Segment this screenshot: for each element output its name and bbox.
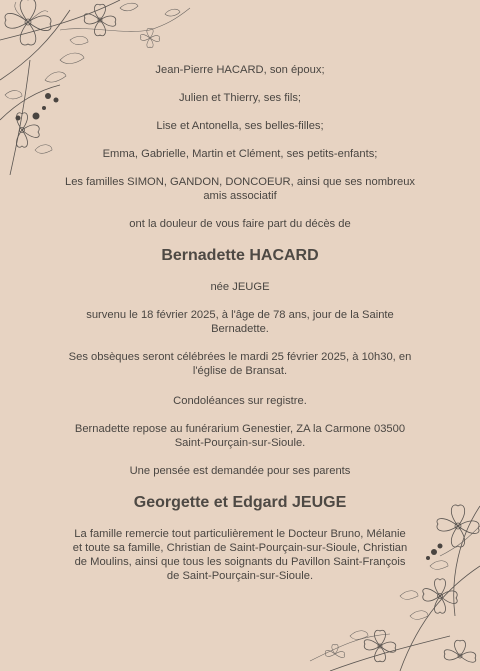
- intro-line: ont la douleur de vous faire part du décès de: [129, 218, 351, 230]
- daughters-in-law-line: Lise et Antonella, ses belles-filles;: [156, 120, 324, 132]
- funeral-info: Ses obsèques seront célébrées le mardi 25 février 2025, à 10h30, en l'église de Bransat.: [68, 351, 412, 377]
- death-info: survenu le 18 février 2025, à l'âge de 78 ans, jour de la Sainte Bernadette.: [86, 309, 394, 335]
- spouse-line: Jean-Pierre HACARD, son époux;: [155, 64, 325, 76]
- sons-line: Julien et Thierry, ses fils;: [178, 92, 302, 104]
- deceased-name: Bernadette HACARD: [161, 247, 319, 264]
- thanks-text: La famille remercie tout particulièrement le Docteur Bruno, Mélanie et toute sa famille, Christian de Saint-Pourçain-sur-Sioule, Christian de Moulins, ainsi que tous les soignants du Pavillon Saint-François de Saint-Pourçain-sur-Sioule.: [72, 528, 408, 582]
- condolences-line: Condoléances sur registre.: [173, 395, 307, 407]
- families-line: Les familles SIMON, GANDON, DONCOEUR, ainsi que ses nombreux amis associatif: [64, 176, 416, 202]
- rest-info: Bernadette repose au funérarium Genestier, ZA la Carmone 03500 Saint-Pourçain-sur-Sioule.: [74, 423, 406, 449]
- parents-names: Georgette et Edgard JEUGE: [133, 494, 347, 511]
- floral-corner-bottom-right-icon: [290, 496, 480, 671]
- thought-request: Une pensée est demandée pour ses parents: [129, 465, 351, 477]
- maiden-name: née JEUGE: [210, 281, 270, 293]
- grandchildren-line: Emma, Gabrielle, Martin et Clément, ses petits-enfants;: [102, 148, 378, 160]
